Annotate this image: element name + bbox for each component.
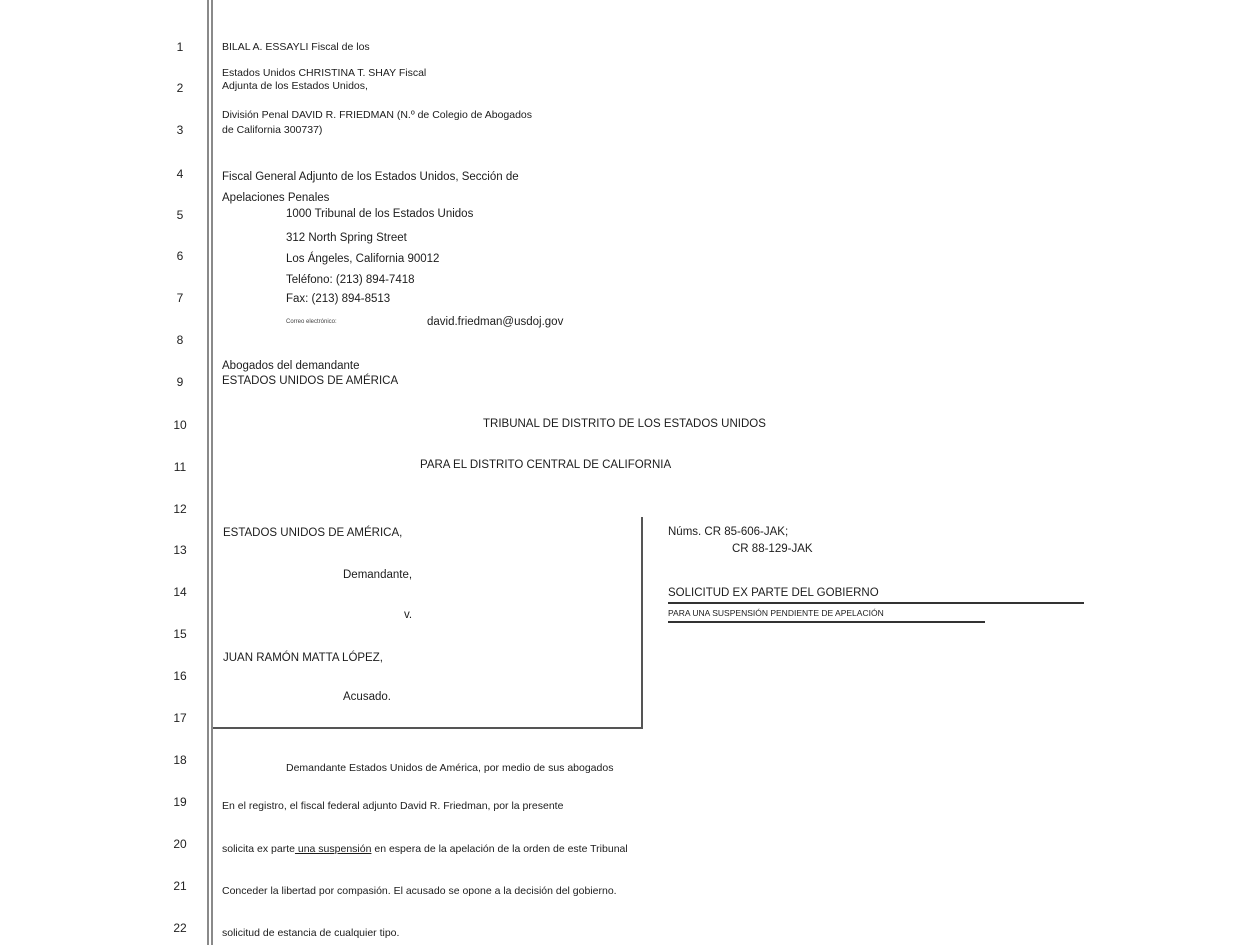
line-number: 19 [173, 795, 187, 809]
line-number: 10 [173, 418, 187, 432]
plaintiff-role: Demandante, [343, 569, 413, 581]
caption-box-bottom-border [213, 727, 643, 729]
address-line: 1000 Tribunal de los Estados Unidos [286, 208, 474, 220]
line-number: 12 [173, 502, 187, 516]
line-number: 7 [176, 291, 184, 305]
line-number: 18 [173, 753, 187, 767]
attorney-line: Estados Unidos CHRISTINA T. SHAY Fiscal [222, 67, 427, 79]
plaintiff-name: ESTADOS UNIDOS DE AMÉRICA, [223, 527, 403, 539]
line-number: 22 [173, 921, 187, 935]
case-number-2: CR 88-129-JAK [732, 543, 813, 555]
party-name: ESTADOS UNIDOS DE AMÉRICA [222, 375, 399, 387]
attorney-line: Adjunta de los Estados Unidos, [222, 80, 368, 92]
line-number: 3 [176, 123, 184, 137]
body-line-20-underlined: una suspensión [294, 843, 372, 855]
attorney-line: BILAL A. ESSAYLI Fiscal de los [222, 41, 370, 53]
caption-box-right-border [641, 517, 643, 729]
court-name: TRIBUNAL DE DISTRITO DE LOS ESTADOS UNIDOS [483, 418, 766, 430]
line-number: 13 [173, 543, 187, 557]
document-title-1: SOLICITUD EX PARTE DEL GOBIERNO [668, 587, 879, 599]
body-line-21: Conceder la libertad por compasión. El acusado se opone a la decisión del gobierno. [222, 885, 617, 897]
email-label: Correo electrónico: [286, 319, 337, 325]
defendant-role: Acusado. [343, 691, 391, 703]
line-number: 6 [176, 249, 184, 263]
attorney-line: Apelaciones Penales [222, 192, 330, 204]
attorney-line: Fiscal General Adjunto de los Estados Unidos, Sección de [222, 171, 519, 183]
versus: v. [404, 609, 413, 621]
address-line: 312 North Spring Street [286, 232, 407, 244]
defendant-name: JUAN RAMÓN MATTA LÓPEZ, [223, 652, 383, 664]
line-number: 15 [173, 627, 187, 641]
line-number: 4 [176, 167, 184, 181]
attorney-line: de California 300737) [222, 124, 323, 136]
line-number: 21 [173, 879, 187, 893]
margin-rule-right [211, 0, 213, 945]
line-number: 2 [176, 81, 184, 95]
fax: Fax: (213) 894-8513 [286, 293, 391, 305]
case-number-1: Núms. CR 85-606-JAK; [668, 526, 789, 538]
line-number: 20 [173, 837, 187, 851]
body-line-20-c: en espera de la apelación de la orden de este Tribunal [371, 843, 628, 855]
counsel-for: Abogados del demandante [222, 360, 360, 372]
title-underline-1 [668, 602, 1084, 604]
line-number: 8 [176, 333, 184, 347]
email: david.friedman@usdoj.gov [427, 316, 564, 328]
body-line-22: solicitud de estancia de cualquier tipo. [222, 927, 400, 939]
body-line-20 [222, 843, 628, 855]
title-underline-2 [668, 621, 985, 623]
body-line-20-a: solicita ex parte [222, 843, 295, 855]
phone: Teléfono: (213) 894-7418 [286, 274, 415, 286]
attorney-line: División Penal DAVID R. FRIEDMAN (N.º de Colegio de Abogados [222, 109, 533, 121]
line-number: 11 [173, 460, 187, 474]
margin-rule-left [207, 0, 209, 945]
line-number: 14 [173, 585, 187, 599]
line-number: 1 [176, 40, 184, 54]
body-line-18: Demandante Estados Unidos de América, por medio de sus abogados [286, 762, 614, 774]
document-title-2: PARA UNA SUSPENSIÓN PENDIENTE DE APELACIÓN [668, 608, 884, 618]
line-number: 5 [176, 208, 184, 222]
line-number: 17 [173, 711, 187, 725]
line-number: 9 [176, 375, 184, 389]
line-number: 16 [173, 669, 187, 683]
court-district: PARA EL DISTRITO CENTRAL DE CALIFORNIA [420, 459, 672, 471]
body-line-19: En el registro, el fiscal federal adjunto David R. Friedman, por la presente [222, 800, 564, 812]
address-line: Los Ángeles, California 90012 [286, 253, 440, 265]
